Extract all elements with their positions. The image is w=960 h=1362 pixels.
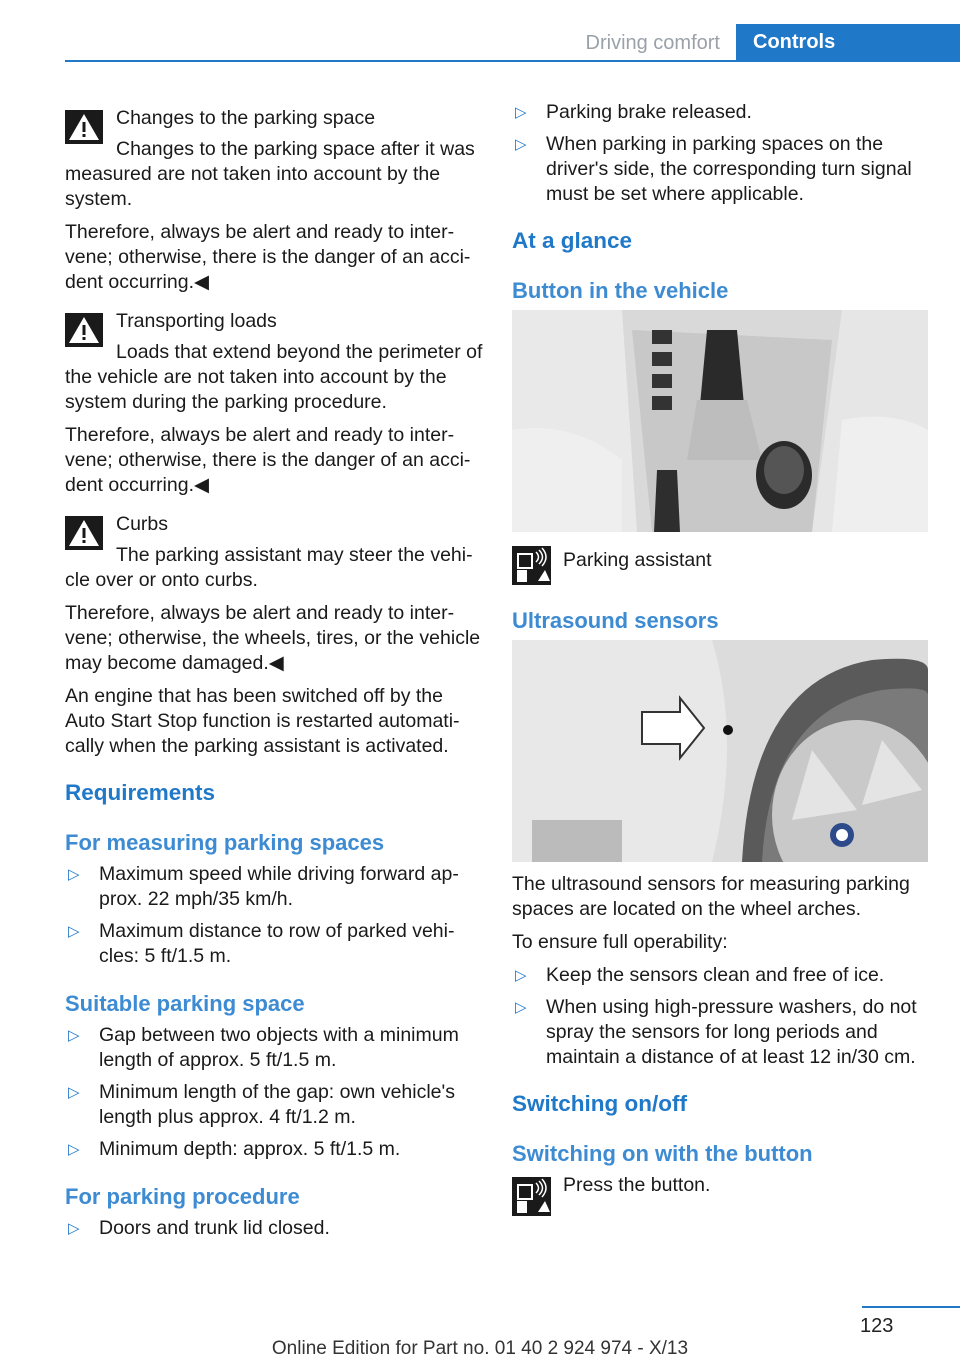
bullet-icon: ▷	[68, 923, 80, 940]
warning-title: Curbs	[116, 513, 169, 535]
right-column	[512, 100, 930, 1225]
warning-text: Therefore, always be alert and ready to intervene; otherwise, there is the danger of an accident occurring.◀	[65, 424, 471, 496]
subsection-heading: Ultrasound sensors	[512, 608, 719, 633]
warning-triangle-icon	[65, 313, 103, 347]
list-item: ▷ Maximum distance to row of parked vehicles: 5 ft/1.5 m.	[68, 920, 455, 967]
warning-text: Therefore, always be alert and ready to intervene; otherwise, there is the danger of an accident occurring.◀	[65, 221, 471, 293]
warning-text: Loads that extend beyond the perimeter of the vehicle are not taken into account by the system during the parking procedure.	[65, 341, 483, 413]
bullet-icon: ▷	[515, 136, 527, 153]
warning-triangle-icon	[65, 516, 103, 550]
list-item: ▷ Maximum speed while driving forward approx. 22 mph/35 km/h.	[68, 863, 459, 910]
warning-block	[65, 100, 483, 295]
list-item: ▷ Doors and trunk lid closed.	[68, 1217, 330, 1239]
list-item: ▷ Parking brake released.	[515, 101, 752, 123]
bullet-list	[65, 862, 483, 969]
running-header-tab: Controls	[736, 24, 960, 61]
bullet-list	[512, 963, 930, 1070]
left-column	[65, 100, 483, 1248]
bullet-list	[65, 1023, 483, 1162]
bullet-icon: ▷	[515, 967, 527, 984]
subsection-heading: For measuring parking spaces	[65, 830, 385, 855]
bullet-icon: ▷	[68, 1084, 80, 1101]
footer-edition-text: Online Edition for Part no. 01 40 2 924 974 - X/13	[271, 1338, 689, 1359]
center-console-illustration	[512, 310, 928, 532]
parking-assistant-icon	[512, 546, 551, 585]
header-rule	[65, 60, 960, 62]
list-item: ▷ When using high-pressure washers, do not spray the sensors for long periods and maintain a distance of at least 12 in/30 cm.	[515, 996, 917, 1068]
subsection-heading: Suitable parking space	[65, 991, 305, 1016]
bullet-icon: ▷	[68, 1141, 80, 1158]
bullet-list	[65, 1216, 483, 1241]
operability-intro: To ensure full operability:	[512, 931, 728, 953]
list-item: ▷ When parking in parking spaces on the driver's side, the corresponding turn signal must be set where applicable.	[515, 133, 912, 205]
bullet-icon: ▷	[68, 866, 80, 883]
button-caption	[512, 542, 930, 586]
warning-text: Therefore, always be alert and ready to intervene; otherwise, the wheels, tires, or the vehicle may become damaged.◀	[65, 602, 481, 674]
parking-assistant-icon	[512, 1177, 551, 1216]
warning-text: The parking assistant may steer the vehicle over or onto curbs.	[65, 544, 473, 591]
sensors-text: The ultrasound sensors for measuring parking spaces are located on the wheel arches.	[512, 873, 910, 920]
bullet-icon: ▷	[515, 104, 527, 121]
engine-note: An engine that has been switched off by the Auto Start Stop function is restarted automatically when the parking assistant is activated.	[65, 685, 460, 757]
caption-text: Parking assistant	[563, 549, 712, 571]
bullet-icon: ▷	[515, 999, 527, 1016]
wheel-arch-illustration	[512, 640, 928, 862]
section-heading: Switching on/off	[512, 1091, 687, 1116]
running-header-section: Driving comfort	[585, 32, 720, 54]
bullet-icon: ▷	[68, 1027, 80, 1044]
subsection-heading: Button in the vehicle	[512, 278, 729, 303]
bullet-icon: ▷	[68, 1220, 80, 1237]
list-item: ▷ Gap between two objects with a minimum length of approx. 5 ft/1.5 m.	[68, 1024, 459, 1071]
subsection-heading: For parking procedure	[65, 1184, 300, 1209]
warning-triangle-icon	[65, 110, 103, 144]
list-item: ▷ Keep the sensors clean and free of ice.	[515, 964, 885, 986]
warning-title: Transporting loads	[116, 310, 277, 332]
section-heading: At a glance	[512, 228, 633, 253]
press-button-caption	[512, 1173, 930, 1217]
warning-block	[65, 506, 483, 676]
subsection-heading: Switching on with the button	[512, 1141, 813, 1166]
list-item: ▷ Minimum depth: approx. 5 ft/1.5 m.	[68, 1138, 401, 1160]
footer-rule	[862, 1306, 960, 1308]
section-heading: Requirements	[65, 780, 216, 805]
caption-text: Press the button.	[563, 1174, 711, 1196]
warning-text: Changes to the parking space after it was measured are not taken into account by the system.	[65, 138, 475, 210]
warning-title: Changes to the parking space	[116, 107, 376, 129]
page-number: 123	[860, 1315, 894, 1337]
list-item: ▷ Minimum length of the gap: own vehicle's length plus approx. 4 ft/1.2 m.	[68, 1081, 455, 1128]
warning-block	[65, 303, 483, 498]
bullet-list	[512, 100, 930, 207]
